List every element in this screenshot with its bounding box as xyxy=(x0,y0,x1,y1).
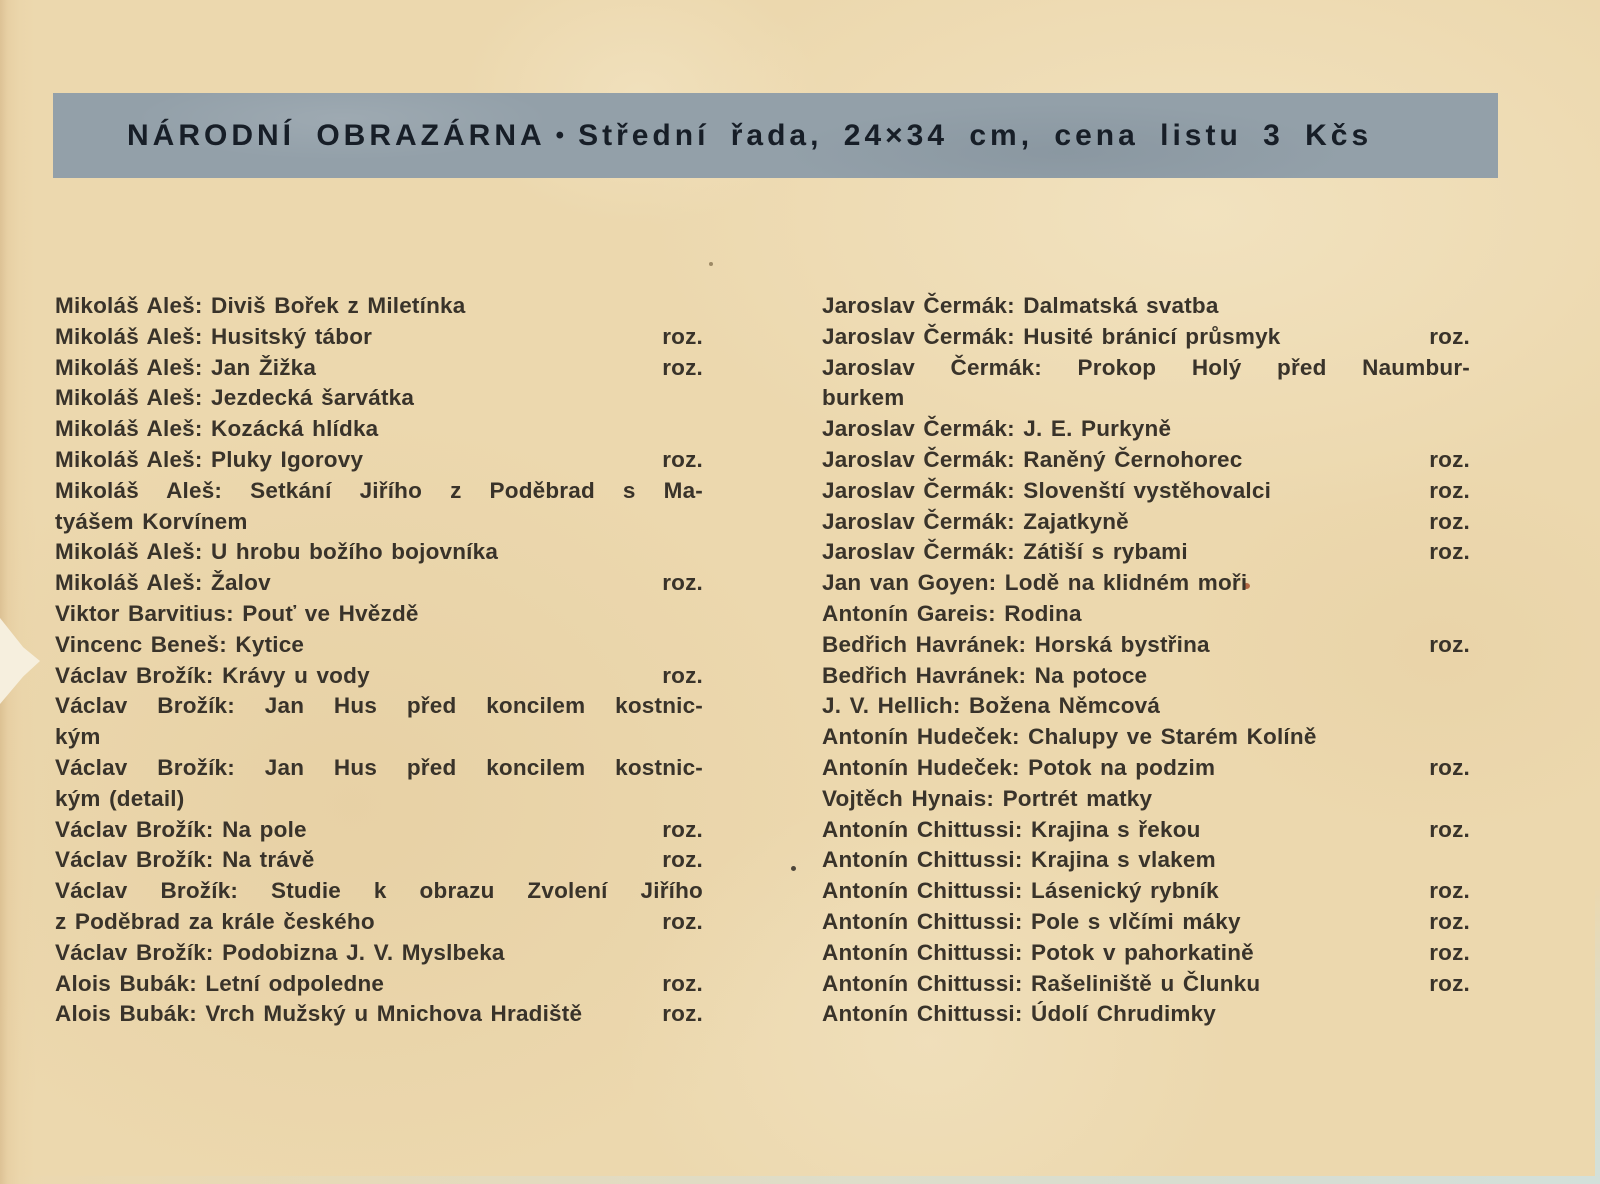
list-row xyxy=(822,784,1470,815)
entry-text: Jaroslav Čermák: J. E. Purkyně xyxy=(822,416,1172,442)
availability-note: roz. xyxy=(1429,970,1470,996)
entry-text: Václav Brožík: Podobizna J. V. Myslbeka xyxy=(55,939,505,965)
list-row xyxy=(822,815,1470,846)
availability-note: roz. xyxy=(662,662,703,688)
list-row xyxy=(822,876,1470,907)
list-row xyxy=(822,414,1470,445)
availability-note: roz. xyxy=(1429,754,1470,780)
availability-note: roz. xyxy=(662,816,703,842)
list-row xyxy=(822,476,1470,507)
entry-text: Alois Bubák: Vrch Mužský u Mnichova Hradiště xyxy=(55,1001,583,1027)
entry-text: Jaroslav Čermák: Raněný Černohorec xyxy=(822,446,1243,472)
entry-text: Antonín Chittussi: Potok v pahorkatině xyxy=(822,939,1254,965)
entry-text: z Poděbrad za krále českého xyxy=(55,908,375,934)
entry-text: Václav Brožík: Jan Hus před koncilem kostnic- xyxy=(55,693,703,719)
availability-note: roz. xyxy=(1429,539,1470,565)
entry-text: tyášem Korvínem xyxy=(55,508,248,534)
entry-text: Václav Brožík: Krávy u vody xyxy=(55,662,370,688)
list-row xyxy=(55,661,703,692)
list-row xyxy=(55,568,703,599)
entry-text: Václav Brožík: Jan Hus před koncilem kostnic- xyxy=(55,754,703,780)
entry-text: Mikoláš Aleš: U hrobu božího bojovníka xyxy=(55,539,499,565)
list-row xyxy=(822,969,1470,1000)
list-row xyxy=(55,938,703,969)
list-row xyxy=(822,661,1470,692)
list-row xyxy=(55,845,703,876)
list-row xyxy=(822,383,1470,414)
list-row xyxy=(822,353,1470,384)
entry-text: kým xyxy=(55,724,101,750)
entry-text: Antonín Gareis: Rodina xyxy=(822,600,1082,626)
list-row xyxy=(55,969,703,1000)
availability-note: roz. xyxy=(662,847,703,873)
list-row xyxy=(55,291,703,322)
paper-speck xyxy=(709,262,713,266)
list-row xyxy=(822,630,1470,661)
entry-text: Bedřich Havránek: Na potoce xyxy=(822,662,1148,688)
entry-text: Antonín Chittussi: Údolí Chrudimky xyxy=(822,1001,1217,1027)
entry-text: Antonín Hudeček: Potok na podzim xyxy=(822,754,1216,780)
list-row xyxy=(55,630,703,661)
entry-text: Antonín Chittussi: Lásenický rybník xyxy=(822,878,1219,904)
entry-text: Mikoláš Aleš: Setkání Jiřího z Poděbrad s Ma- xyxy=(55,477,703,503)
entry-text: Mikoláš Aleš: Jan Žižka xyxy=(55,354,317,380)
list-row xyxy=(55,784,703,815)
entry-text: Mikoláš Aleš: Žalov xyxy=(55,570,271,596)
entry-text: Mikoláš Aleš: Jezdecká šarvátka xyxy=(55,385,415,411)
entry-text: Jaroslav Čermák: Dalmatská svatba xyxy=(822,293,1219,318)
availability-note: roz. xyxy=(1429,908,1470,934)
entry-text: Mikoláš Aleš: Diviš Bořek z Miletínka xyxy=(55,293,466,318)
list-row xyxy=(55,876,703,907)
entry-text: Vincenc Beneš: Kytice xyxy=(55,631,305,657)
paper-speck xyxy=(791,866,796,871)
list-row xyxy=(822,722,1470,753)
entry-text: Bedřich Havránek: Horská bystřina xyxy=(822,631,1210,657)
availability-note: roz. xyxy=(662,323,703,349)
entry-text: burkem xyxy=(822,385,905,411)
list-row xyxy=(55,476,703,507)
series-info: Střední řada, 24×34 cm, cena listu 3 Kčs xyxy=(578,118,1373,152)
header-title xyxy=(53,119,1372,153)
list-row xyxy=(822,938,1470,969)
availability-note: roz. xyxy=(662,570,703,596)
entry-text: Václav Brožík: Studie k obrazu Zvolení Jiřího xyxy=(55,878,703,904)
entry-text: Antonín Hudeček: Chalupy ve Starém Kolíně xyxy=(822,724,1317,750)
entry-text: kým (detail) xyxy=(55,785,185,811)
list-row xyxy=(822,537,1470,568)
list-row xyxy=(55,907,703,938)
entry-text: Antonín Chittussi: Rašeliniště u Člunku xyxy=(822,970,1261,996)
entry-text: Václav Brožík: Na pole xyxy=(55,816,307,842)
series-title: NÁRODNÍ OBRAZÁRNA xyxy=(127,118,546,152)
entry-text: Mikoláš Aleš: Kozácká hlídka xyxy=(55,416,379,442)
entry-text: Jan van Goyen: Lodě na klidném moři xyxy=(822,570,1248,596)
list-row xyxy=(822,445,1470,476)
list-row xyxy=(55,753,703,784)
availability-note: roz. xyxy=(1429,939,1470,965)
entry-text: J. V. Hellich: Božena Němcová xyxy=(822,693,1161,719)
list-row xyxy=(55,322,703,353)
list-row xyxy=(822,599,1470,630)
list-row xyxy=(55,507,703,538)
entry-text: Antonín Chittussi: Pole s vlčími máky xyxy=(822,908,1241,934)
catalog-column-right xyxy=(822,291,1470,1030)
entry-text: Mikoláš Aleš: Husitský tábor xyxy=(55,323,373,349)
list-row xyxy=(55,999,703,1030)
availability-note: roz. xyxy=(1429,477,1470,503)
availability-note: roz. xyxy=(662,970,703,996)
header-band xyxy=(53,93,1498,178)
availability-note: roz. xyxy=(1429,508,1470,534)
list-row xyxy=(55,599,703,630)
entry-text: Jaroslav Čermák: Slovenští vystěhovalci xyxy=(822,477,1272,503)
availability-note: roz. xyxy=(662,354,703,380)
scan-right-edge xyxy=(1595,884,1600,1184)
entry-text: Mikoláš Aleš: Pluky Igorovy xyxy=(55,446,364,472)
list-row xyxy=(55,722,703,753)
entry-text: Alois Bubák: Letní odpoledne xyxy=(55,970,385,996)
availability-note: roz. xyxy=(1429,323,1470,349)
entry-text: Viktor Barvitius: Pouť ve Hvězdě xyxy=(55,600,419,626)
entry-text: Jaroslav Čermák: Husité bránicí průsmyk xyxy=(822,323,1281,349)
availability-note: roz. xyxy=(1429,816,1470,842)
list-row xyxy=(55,691,703,722)
entry-text: Jaroslav Čermák: Zajatkyně xyxy=(822,508,1129,534)
list-row xyxy=(822,691,1470,722)
entry-text: Václav Brožík: Na trávě xyxy=(55,847,315,873)
list-row xyxy=(822,568,1470,599)
paper-left-edge xyxy=(0,0,36,1184)
list-row xyxy=(55,414,703,445)
bullet-separator-icon: • xyxy=(555,121,569,149)
availability-note: roz. xyxy=(1429,631,1470,657)
availability-note: roz. xyxy=(662,446,703,472)
entry-text: Antonín Chittussi: Krajina s vlakem xyxy=(822,847,1216,873)
list-row xyxy=(822,999,1470,1030)
list-row xyxy=(822,753,1470,784)
list-row xyxy=(55,383,703,414)
availability-note: roz. xyxy=(662,1001,703,1027)
list-row xyxy=(55,815,703,846)
list-row xyxy=(822,291,1470,322)
catalog-column-left xyxy=(55,291,703,1030)
list-row xyxy=(822,507,1470,538)
list-row xyxy=(55,353,703,384)
entry-text: Antonín Chittussi: Krajina s řekou xyxy=(822,816,1201,842)
list-row xyxy=(822,907,1470,938)
entry-text: Jaroslav Čermák: Prokop Holý před Naumbur- xyxy=(822,354,1470,380)
availability-note: roz. xyxy=(662,908,703,934)
list-row xyxy=(55,537,703,568)
list-row xyxy=(822,322,1470,353)
entry-text: Jaroslav Čermák: Zátiší s rybami xyxy=(822,539,1188,565)
list-row xyxy=(822,845,1470,876)
availability-note: roz. xyxy=(1429,446,1470,472)
availability-note: roz. xyxy=(1429,878,1470,904)
scan-bottom-edge xyxy=(0,1176,1600,1184)
list-row xyxy=(55,445,703,476)
entry-text: Vojtěch Hynais: Portrét matky xyxy=(822,785,1153,811)
